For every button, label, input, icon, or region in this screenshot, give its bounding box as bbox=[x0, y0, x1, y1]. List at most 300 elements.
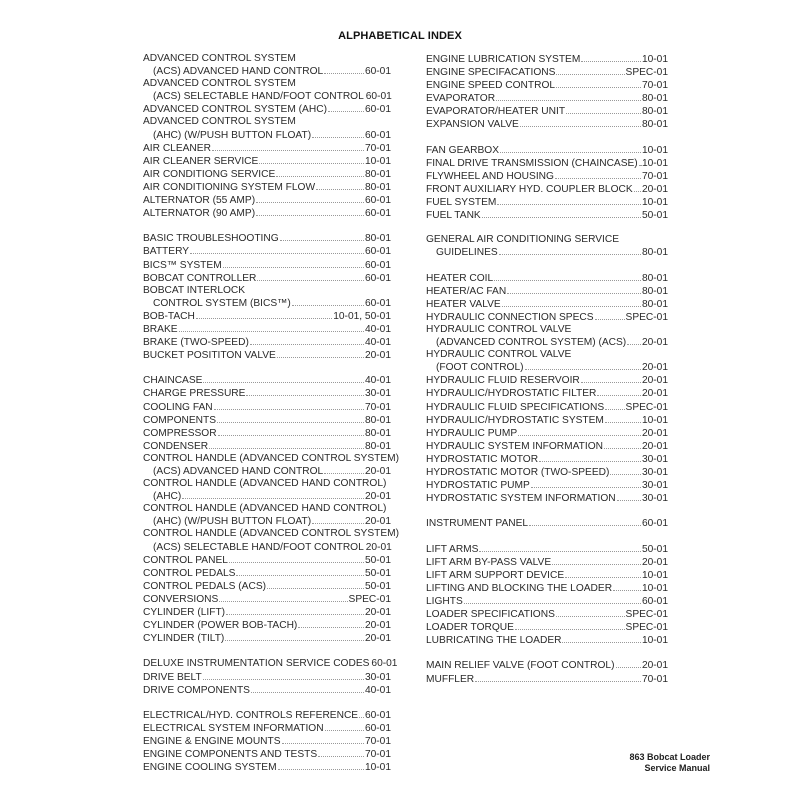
entry-topic: HYDRAULIC CONTROL VALVE bbox=[426, 349, 572, 361]
index-entry[interactable] bbox=[426, 595, 668, 608]
index-entry[interactable] bbox=[426, 298, 668, 311]
dot-leader bbox=[525, 361, 641, 370]
index-entry[interactable] bbox=[143, 53, 391, 78]
index-entry[interactable] bbox=[143, 78, 391, 103]
entry-topic: (AHC) (W/PUSH BUTTON FLOAT) bbox=[153, 129, 312, 141]
entry-topic: ENGINE SPEED CONTROL bbox=[426, 80, 556, 92]
index-entry[interactable] bbox=[426, 349, 668, 374]
entry-topic: (AHC) (W/PUSH BUTTON FLOAT) bbox=[153, 516, 312, 528]
dot-leader bbox=[277, 349, 364, 358]
index-entry[interactable] bbox=[143, 349, 391, 362]
entry-page-ref: 70-01 bbox=[641, 170, 668, 182]
index-entry[interactable] bbox=[143, 323, 391, 336]
index-entry[interactable] bbox=[426, 157, 668, 170]
dot-leader bbox=[581, 53, 641, 62]
dot-leader bbox=[529, 517, 641, 526]
entry-topic: (AHC) bbox=[153, 491, 182, 503]
index-entry[interactable] bbox=[426, 582, 668, 595]
dot-leader bbox=[634, 183, 641, 192]
entry-page-ref: 60-01 bbox=[364, 297, 391, 309]
dot-leader bbox=[595, 311, 625, 320]
entry-page-ref: 10-01 bbox=[641, 197, 668, 209]
entry-topic: BOB-TACH bbox=[143, 310, 195, 322]
index-entry[interactable] bbox=[426, 621, 668, 634]
index-entry[interactable] bbox=[143, 735, 391, 748]
index-entry[interactable] bbox=[426, 673, 668, 686]
dot-leader bbox=[246, 387, 363, 396]
dot-leader bbox=[616, 659, 641, 668]
entry-page-ref: 30-01 bbox=[641, 467, 668, 478]
entry-page-ref: 50-01 bbox=[364, 554, 391, 566]
dot-leader bbox=[565, 569, 641, 578]
entry-topic: EVAPORATOR bbox=[426, 93, 496, 105]
entry-topic: FAN GEARBOX bbox=[426, 144, 500, 156]
entry-topic: LIFT ARM SUPPORT DEVICE bbox=[426, 569, 565, 581]
entry-page-ref: 50-01 bbox=[641, 210, 668, 222]
dot-leader bbox=[520, 118, 641, 127]
entry-page-ref: 20-01 bbox=[364, 491, 391, 503]
index-entry[interactable] bbox=[426, 401, 668, 414]
index-entry[interactable] bbox=[143, 401, 391, 414]
entry-topic: ADVANCED CONTROL SYSTEM bbox=[143, 78, 296, 90]
entry-topic: LIFT ARMS bbox=[426, 543, 479, 555]
entry-page-ref: SPEC-01 bbox=[348, 593, 391, 605]
entry-topic: GUIDELINES bbox=[436, 247, 498, 259]
index-entry[interactable] bbox=[426, 659, 668, 672]
entry-topic: (ACS) SELECTABLE HAND/FOOT CONTROL bbox=[153, 91, 364, 103]
index-entry[interactable] bbox=[143, 103, 391, 116]
entry-page-ref: 20-01 bbox=[364, 516, 391, 528]
index-entry[interactable] bbox=[143, 452, 400, 478]
manual-footer bbox=[560, 752, 710, 774]
entry-page-ref: 20-01 bbox=[641, 337, 668, 349]
entry-topic: HYDRAULIC FLUID SPECIFICATIONS bbox=[426, 401, 605, 413]
dot-leader bbox=[282, 735, 364, 744]
entry-topic: CYLINDER (TILT) bbox=[143, 633, 225, 645]
entry-topic: LOADER TORQUE bbox=[426, 622, 514, 634]
entry-topic: LUBRICATING THE LOADER bbox=[426, 635, 562, 647]
index-group bbox=[426, 517, 668, 530]
entry-topic: (FOOT CONTROL) bbox=[436, 362, 524, 374]
index-entry[interactable] bbox=[426, 285, 668, 298]
dot-leader bbox=[251, 684, 364, 693]
dot-leader bbox=[328, 103, 364, 112]
entry-page-ref: 20-01 bbox=[364, 607, 391, 619]
dot-leader bbox=[613, 582, 641, 591]
dot-leader bbox=[212, 142, 364, 151]
index-entry[interactable] bbox=[143, 748, 391, 761]
entry-page-ref: SPEC-01 bbox=[625, 622, 668, 634]
dot-leader bbox=[318, 748, 364, 757]
entry-topic: DRIVE COMPONENTS bbox=[143, 684, 250, 696]
index-entry[interactable] bbox=[143, 310, 391, 323]
index-entry[interactable] bbox=[426, 92, 668, 105]
entry-topic: MUFFLER bbox=[426, 673, 475, 685]
dot-leader bbox=[610, 466, 641, 475]
entry-page-ref: 30-01 bbox=[364, 671, 391, 683]
dot-leader bbox=[581, 374, 641, 383]
index-entry[interactable] bbox=[426, 608, 668, 621]
entry-topic: BOBCAT CONTROLLER bbox=[143, 272, 257, 284]
entry-page-ref: 30-01 bbox=[641, 453, 668, 465]
index-entry[interactable] bbox=[426, 479, 668, 492]
index-group bbox=[143, 709, 391, 774]
entry-topic: COMPONENTS bbox=[143, 414, 217, 426]
index-group bbox=[426, 53, 668, 132]
dot-leader bbox=[267, 580, 364, 589]
entry-topic: ENGINE COMPONENTS AND TESTS bbox=[143, 749, 318, 761]
dot-leader bbox=[518, 427, 641, 436]
dot-leader bbox=[219, 593, 347, 602]
dot-leader bbox=[556, 66, 624, 75]
dot-leader bbox=[257, 272, 364, 281]
dot-leader bbox=[639, 157, 641, 166]
index-entry[interactable] bbox=[143, 709, 391, 722]
index-group bbox=[426, 144, 668, 223]
entry-page-ref: 80-01 bbox=[641, 298, 668, 310]
index-entry[interactable] bbox=[143, 427, 391, 440]
index-entry[interactable] bbox=[426, 492, 668, 505]
entry-page-ref: 70-01 bbox=[364, 735, 391, 747]
entry-topic: LOADER SPECIFICATIONS bbox=[426, 609, 555, 621]
entry-page-ref: 40-01 bbox=[364, 323, 391, 335]
index-entry[interactable] bbox=[426, 427, 668, 440]
index-entry[interactable] bbox=[143, 272, 391, 285]
index-entry[interactable] bbox=[143, 503, 391, 528]
index-entry[interactable] bbox=[426, 374, 668, 387]
index-entry[interactable] bbox=[426, 144, 668, 157]
entry-topic: ENGINE COOLING SYSTEM bbox=[143, 762, 277, 774]
dot-leader bbox=[556, 608, 625, 617]
entry-page-ref: SPEC-01 bbox=[625, 609, 668, 621]
entry-page-ref: 80-01 bbox=[364, 427, 391, 439]
entry-page-ref: 10-01, 50-01 bbox=[333, 310, 391, 322]
entry-topic: HYDRAULIC/HYDROSTATIC SYSTEM bbox=[426, 414, 604, 426]
entry-page-ref: 20-01 bbox=[641, 440, 668, 452]
index-entry[interactable] bbox=[426, 79, 668, 92]
index-entry[interactable] bbox=[143, 722, 391, 735]
dot-leader bbox=[256, 207, 364, 216]
entry-page-ref: 20-01 bbox=[641, 427, 668, 439]
entry-topic: EXPANSION VALVE bbox=[426, 119, 519, 131]
entry-page-ref: 60-01 bbox=[641, 518, 668, 530]
entry-page-ref: 20-01 bbox=[641, 556, 668, 568]
dot-leader bbox=[214, 401, 364, 410]
dot-leader bbox=[312, 129, 364, 138]
entry-topic: LIGHTS bbox=[426, 595, 463, 607]
entry-topic: CONTROL PEDALS bbox=[143, 567, 236, 579]
index-entry[interactable] bbox=[426, 105, 668, 118]
entry-topic: LIFT ARM BY-PASS VALVE bbox=[426, 556, 552, 568]
index-column-left bbox=[143, 53, 400, 786]
entry-topic: COMPRESSOR bbox=[143, 427, 217, 439]
index-entry[interactable] bbox=[426, 556, 668, 569]
entry-topic: HEATER COIL bbox=[426, 272, 494, 284]
index-entry[interactable] bbox=[426, 234, 668, 259]
entry-page-ref: 20-01 bbox=[641, 375, 668, 387]
dot-leader bbox=[464, 595, 641, 604]
dot-leader bbox=[325, 722, 364, 731]
index-column-right bbox=[426, 53, 668, 698]
dot-leader bbox=[605, 414, 641, 423]
entry-page-ref: 20-01 bbox=[641, 362, 668, 374]
dot-leader bbox=[324, 65, 364, 74]
dot-leader bbox=[539, 453, 641, 462]
dot-leader bbox=[190, 245, 364, 254]
index-entry[interactable] bbox=[143, 207, 391, 220]
dot-leader bbox=[280, 232, 364, 241]
dot-leader bbox=[507, 285, 641, 294]
index-entry[interactable] bbox=[143, 155, 391, 168]
entry-topic: CYLINDER (POWER BOB-TACH) bbox=[143, 620, 298, 632]
index-entry[interactable] bbox=[426, 634, 668, 647]
entry-page-ref: 20-01 bbox=[365, 541, 392, 553]
index-entry[interactable] bbox=[426, 311, 668, 324]
entry-topic: CYLINDER (LIFT) bbox=[143, 607, 226, 619]
dot-leader bbox=[225, 632, 364, 641]
entry-page-ref: 20-01 bbox=[364, 620, 391, 632]
entry-topic: (ADVANCED CONTROL SYSTEM) (ACS) bbox=[436, 337, 627, 349]
entry-page-ref: 80-01 bbox=[641, 247, 668, 259]
entry-topic: DELUXE INSTRUMENTATION SERVICE CODES bbox=[143, 658, 370, 670]
entry-topic: GENERAL AIR CONDITIONING SERVICE bbox=[426, 234, 620, 246]
index-entry[interactable] bbox=[143, 684, 391, 697]
entry-topic: FRONT AUXILIARY HYD. COUPLER BLOCK bbox=[426, 183, 633, 195]
entry-page-ref: 30-01 bbox=[364, 388, 391, 400]
index-entry[interactable] bbox=[143, 259, 391, 272]
entry-page-ref: 40-01 bbox=[364, 337, 391, 349]
entry-page-ref: 10-01 bbox=[641, 569, 668, 581]
index-entry[interactable] bbox=[143, 593, 391, 606]
entry-page-ref: 50-01 bbox=[364, 567, 391, 579]
entry-page-ref: 80-01 bbox=[641, 119, 668, 131]
entry-topic: (ACS) ADVANCED HAND CONTROL bbox=[153, 466, 324, 477]
entry-page-ref: 80-01 bbox=[364, 233, 391, 245]
index-group bbox=[143, 53, 391, 220]
index-entry[interactable] bbox=[143, 761, 391, 774]
dot-leader bbox=[496, 92, 641, 101]
footer-doc-type: Service Manual bbox=[644, 763, 710, 773]
entry-topic: BATTERY bbox=[143, 246, 190, 258]
dot-leader bbox=[555, 170, 641, 179]
entry-topic: CONTROL HANDLE (ADVANCED HAND CONTROL) bbox=[143, 478, 387, 490]
entry-page-ref: 60-01 bbox=[364, 66, 391, 78]
entry-page-ref: SPEC-01 bbox=[625, 67, 668, 79]
index-entry[interactable] bbox=[143, 632, 391, 645]
entry-topic: HYDROSTATIC MOTOR bbox=[426, 453, 539, 465]
index-entry[interactable] bbox=[426, 53, 668, 66]
index-entry[interactable] bbox=[426, 118, 668, 131]
entry-page-ref: 30-01 bbox=[641, 493, 668, 505]
entry-page-ref: 20-01 bbox=[641, 388, 668, 400]
dot-leader bbox=[259, 155, 364, 164]
entry-topic: CONTROL HANDLE (ADVANCED CONTROL SYSTEM) bbox=[143, 528, 400, 540]
index-entry[interactable] bbox=[426, 196, 668, 209]
dot-leader bbox=[316, 181, 364, 190]
index-entry[interactable] bbox=[143, 606, 391, 619]
entry-topic: CONTROL HANDLE (ADVANCED HAND CONTROL) bbox=[143, 503, 387, 515]
index-entry[interactable] bbox=[143, 528, 400, 553]
dot-leader bbox=[604, 440, 641, 449]
index-entry[interactable] bbox=[143, 478, 391, 503]
dot-leader bbox=[562, 634, 640, 643]
index-entry[interactable] bbox=[143, 567, 391, 580]
entry-topic: HEATER/AC FAN bbox=[426, 285, 507, 297]
index-entry[interactable] bbox=[426, 569, 668, 582]
dot-leader bbox=[552, 556, 641, 565]
index-entry[interactable] bbox=[143, 116, 391, 141]
entry-page-ref: 60-01 bbox=[364, 104, 391, 116]
index-entry[interactable] bbox=[426, 517, 668, 530]
entry-topic: ELECTRICAL/HYD. CONTROLS REFERENCE bbox=[143, 709, 359, 721]
index-entry[interactable] bbox=[143, 580, 391, 593]
dot-leader bbox=[494, 272, 641, 281]
entry-page-ref: 20-01 bbox=[364, 466, 391, 477]
dot-leader bbox=[597, 387, 641, 396]
index-entry[interactable] bbox=[426, 209, 668, 222]
index-entry[interactable] bbox=[143, 387, 391, 400]
dot-leader bbox=[359, 709, 364, 718]
entry-topic: CONTROL HANDLE (ADVANCED CONTROL SYSTEM) bbox=[143, 452, 400, 464]
index-group bbox=[143, 374, 400, 645]
index-entry[interactable] bbox=[426, 453, 668, 466]
entry-page-ref: SPEC-01 bbox=[625, 401, 668, 413]
index-group bbox=[426, 234, 668, 259]
entry-topic: BASIC TROUBLESHOOTING bbox=[143, 233, 279, 245]
entry-page-ref: 60-01 bbox=[364, 208, 391, 220]
dot-leader bbox=[278, 761, 364, 770]
entry-page-ref: 70-01 bbox=[641, 80, 668, 92]
dot-leader bbox=[298, 619, 364, 628]
entry-page-ref: 50-01 bbox=[364, 580, 391, 592]
entry-topic: HEATER VALVE bbox=[426, 298, 501, 310]
dot-leader bbox=[627, 336, 641, 345]
dot-leader bbox=[500, 144, 641, 153]
index-entry[interactable] bbox=[143, 181, 391, 194]
dot-leader bbox=[236, 567, 363, 576]
dot-leader bbox=[556, 79, 641, 88]
index-entry[interactable] bbox=[143, 194, 391, 207]
entry-topic: HYDRAULIC FLUID RESERVOIR bbox=[426, 375, 580, 387]
entry-page-ref: 80-01 bbox=[641, 93, 668, 105]
index-entry[interactable] bbox=[426, 543, 668, 556]
index-entry[interactable] bbox=[143, 374, 391, 387]
index-entry[interactable] bbox=[143, 285, 391, 310]
index-entry[interactable] bbox=[426, 66, 668, 79]
entry-topic: ADVANCED CONTROL SYSTEM bbox=[143, 116, 296, 128]
dot-leader bbox=[182, 490, 364, 499]
entry-topic: ENGINE SPECIFACATIONS bbox=[426, 67, 556, 79]
entry-topic: HYDROSTATIC MOTOR (TWO-SPEED) bbox=[426, 467, 610, 478]
entry-topic: ENGINE LUBRICATION SYSTEM bbox=[426, 54, 581, 65]
dot-leader bbox=[223, 259, 364, 268]
index-entry[interactable] bbox=[426, 466, 668, 479]
entry-topic: BOBCAT INTERLOCK bbox=[143, 284, 246, 296]
dot-leader bbox=[203, 671, 364, 680]
entry-topic: ADVANCED CONTROL SYSTEM (AHC) bbox=[143, 104, 327, 116]
entry-topic: ALTERNATOR (55 AMP) bbox=[143, 195, 256, 207]
dot-leader bbox=[531, 479, 641, 488]
index-entry[interactable] bbox=[426, 183, 668, 196]
dot-leader bbox=[479, 543, 640, 552]
index-entry[interactable] bbox=[143, 554, 391, 567]
entry-page-ref: 10-01 bbox=[364, 155, 391, 167]
index-entry[interactable] bbox=[143, 168, 391, 181]
dot-leader bbox=[499, 246, 641, 255]
entry-page-ref: 10-01 bbox=[641, 157, 668, 169]
entry-topic: MAIN RELIEF VALVE (FOOT CONTROL) bbox=[426, 660, 615, 672]
entry-page-ref: 60-01 bbox=[364, 272, 391, 284]
entry-topic: AIR CONDITIONING SYSTEM FLOW bbox=[143, 181, 316, 193]
entry-topic: ELECTRICAL SYSTEM INFORMATION bbox=[143, 722, 324, 734]
index-entry[interactable] bbox=[143, 142, 391, 155]
dot-leader bbox=[229, 554, 364, 563]
entry-page-ref: 60-01 bbox=[364, 259, 391, 271]
dot-leader bbox=[196, 310, 332, 319]
entry-topic: FUEL SYSTEM bbox=[426, 197, 497, 209]
entry-topic: FUEL TANK bbox=[426, 210, 481, 222]
entry-page-ref: SPEC-01 bbox=[625, 311, 668, 323]
entry-page-ref: 80-01 bbox=[364, 181, 391, 193]
entry-page-ref: 70-01 bbox=[364, 401, 391, 413]
index-entry[interactable] bbox=[426, 387, 668, 400]
entry-topic: BUCKET POSITITON VALVE bbox=[143, 350, 276, 362]
index-entry[interactable] bbox=[426, 414, 668, 427]
entry-topic: COOLING FAN bbox=[143, 401, 213, 413]
entry-topic: ALTERNATOR (90 AMP) bbox=[143, 208, 256, 220]
entry-page-ref: 60-01 bbox=[364, 129, 391, 141]
index-entry[interactable] bbox=[426, 324, 668, 349]
index-entry[interactable] bbox=[143, 671, 391, 684]
index-entry[interactable] bbox=[143, 414, 391, 427]
entry-page-ref: 20-01 bbox=[364, 350, 391, 362]
entry-topic: CHAINCASE bbox=[143, 375, 203, 387]
index-entry[interactable] bbox=[426, 440, 668, 453]
index-group bbox=[426, 543, 668, 648]
page-title: ALPHABETICAL INDEX bbox=[338, 30, 462, 42]
dot-leader bbox=[250, 336, 364, 345]
dot-leader bbox=[617, 492, 641, 501]
entry-page-ref: 80-01 bbox=[364, 414, 391, 426]
entry-page-ref: 10-01 bbox=[641, 635, 668, 647]
entry-page-ref: 60-01 bbox=[364, 246, 391, 258]
dot-leader bbox=[179, 323, 364, 332]
entry-topic: DRIVE BELT bbox=[143, 671, 202, 683]
index-entry[interactable] bbox=[143, 336, 391, 349]
index-entry[interactable] bbox=[143, 619, 391, 632]
index-entry[interactable] bbox=[426, 170, 668, 183]
index-entry[interactable] bbox=[143, 657, 398, 670]
index-entry[interactable] bbox=[143, 440, 391, 453]
entry-topic: HYDROSTATIC PUMP bbox=[426, 480, 530, 492]
index-group bbox=[143, 657, 398, 696]
dot-leader bbox=[226, 606, 364, 615]
index-entry[interactable] bbox=[143, 245, 391, 258]
entry-page-ref: 70-01 bbox=[364, 142, 391, 154]
index-entry[interactable] bbox=[143, 232, 391, 245]
dot-leader bbox=[497, 196, 641, 205]
index-entry[interactable] bbox=[426, 272, 668, 285]
entry-topic: FINAL DRIVE TRANSMISSION (CHAINCASE) bbox=[426, 157, 638, 169]
entry-topic: HYDRAULIC/HYDROSTATIC FILTER bbox=[426, 388, 597, 400]
entry-topic: INSTRUMENT PANEL bbox=[426, 518, 529, 530]
entry-page-ref: 40-01 bbox=[364, 684, 391, 696]
entry-page-ref: 10-01 bbox=[641, 54, 668, 65]
entry-topic: (ACS) ADVANCED HAND CONTROL bbox=[153, 66, 324, 78]
dot-leader bbox=[209, 440, 364, 449]
entry-page-ref: 30-01 bbox=[641, 480, 668, 492]
dot-leader bbox=[502, 298, 641, 307]
